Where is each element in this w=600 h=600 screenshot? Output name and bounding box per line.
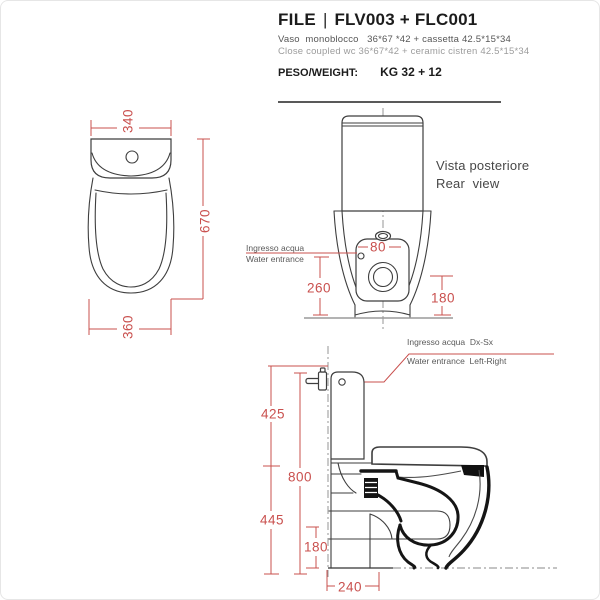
rear-view-title-en: Rear view bbox=[436, 176, 500, 191]
dim-side-outlet-180: 180 bbox=[303, 539, 329, 555]
dim-side-lower-445: 445 bbox=[259, 512, 285, 528]
dim-top-width-340: 340 bbox=[120, 108, 136, 134]
rear-view-drawing bbox=[246, 108, 456, 332]
dim-top-height-670: 670 bbox=[197, 208, 213, 234]
dim-rear-offset-80: 80 bbox=[369, 239, 387, 255]
dim-side-depth-240: 240 bbox=[337, 579, 363, 595]
dim-rear-outlet-height-180: 180 bbox=[430, 290, 456, 306]
water-entrance-label-it: Ingresso acqua bbox=[246, 243, 305, 253]
description-italian: Vaso monoblocco 36*67 *42 + cassetta 42.5*15*34 bbox=[278, 34, 511, 45]
top-view-drawing bbox=[88, 120, 213, 335]
dim-side-total-800: 800 bbox=[287, 469, 313, 485]
description-english: Close coupled wc 36*67*42 + ceramic cistren 42.5*15*34 bbox=[278, 46, 530, 57]
seat-hinge bbox=[461, 465, 484, 477]
dim-top-width-360: 360 bbox=[120, 314, 136, 340]
water-entrance-label-en: Water entrance bbox=[246, 254, 304, 264]
side-water-label-en: Water entrance Left-Right bbox=[407, 356, 507, 366]
dim-side-upper-425: 425 bbox=[260, 406, 286, 422]
technical-drawing-canvas bbox=[1, 1, 600, 600]
title-separator: | bbox=[323, 10, 328, 29]
page-title-code: FLV003 + FLC001 bbox=[334, 10, 478, 29]
spud-connector bbox=[364, 478, 378, 498]
weight-value: KG 32 + 12 bbox=[380, 65, 442, 79]
side-water-label-it: Ingresso acqua Dx-Sx bbox=[407, 337, 493, 347]
weight-row bbox=[278, 65, 442, 79]
rear-view-title-it: Vista posteriore bbox=[436, 158, 530, 173]
page-title-brand: FILE bbox=[278, 10, 317, 29]
weight-label: PESO/WEIGHT: bbox=[278, 67, 359, 79]
page-title bbox=[278, 10, 477, 30]
dim-rear-water-height-260: 260 bbox=[306, 280, 332, 296]
